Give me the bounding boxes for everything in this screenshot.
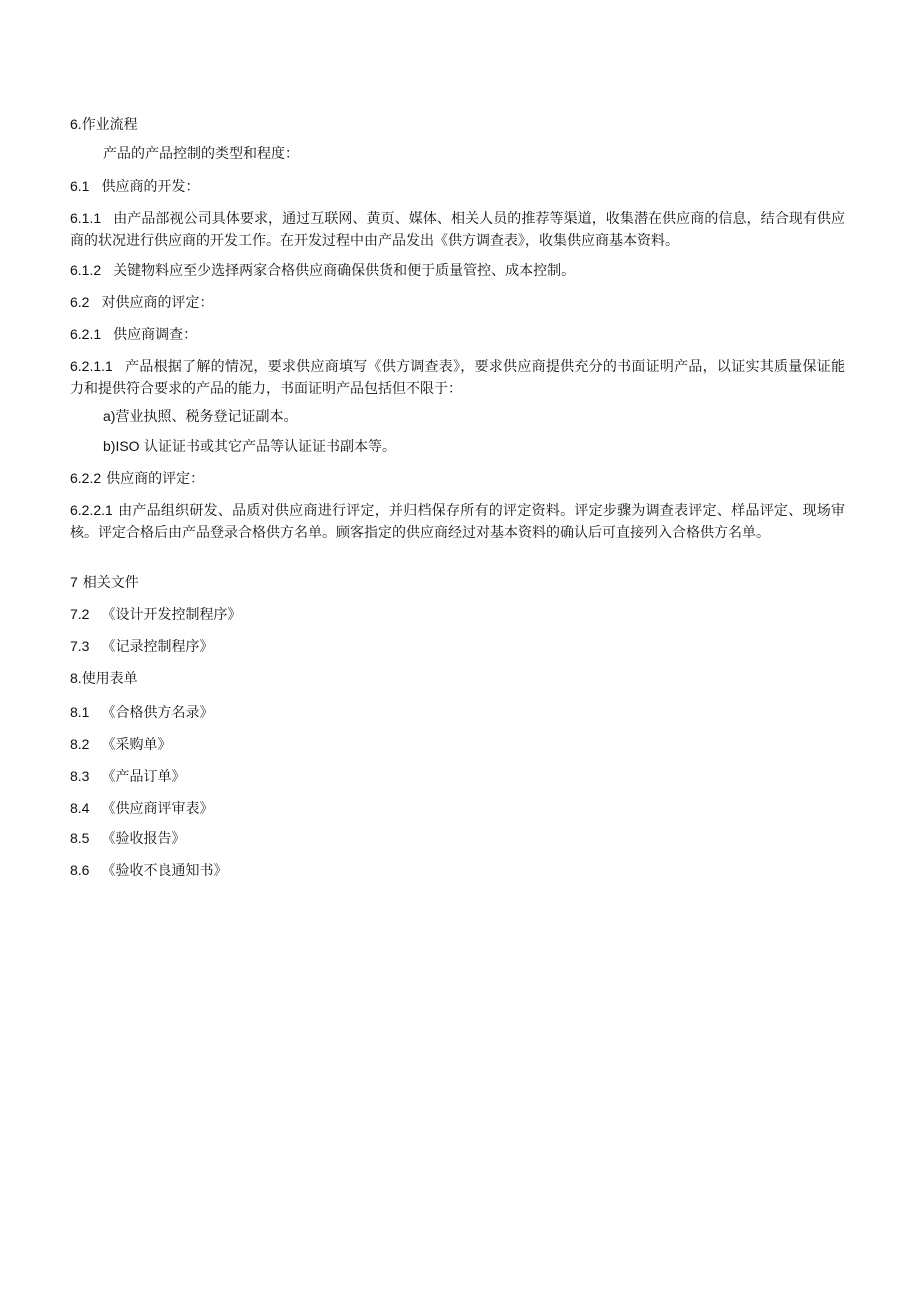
section-8-2: 8.2 《采购单》 xyxy=(70,736,172,753)
section-6-2-2: 6.2.2 供应商的评定： xyxy=(70,470,205,487)
section-7-3: 7.3 《记录控制程序》 xyxy=(70,638,214,655)
section-6-2-2-1: 6.2.2.1 由产品组织研发、品质对供应商进行评定，并归档保存所有的评定资料。评定步骤为调查表评定、样品评定、现场审核。评定合格后由产品登录合格供方名单。顾客指定的供应商经过对基本资料的确认后可直接列入合格供方名单。 xyxy=(70,502,845,541)
section-8-1: 8.1 《合格供方名录》 xyxy=(70,704,214,721)
section-8-heading: 8.使用表单 xyxy=(70,670,138,687)
section-6-2-1-1: 6.2.1.1 产品根据了解的情况，要求供应商填写《供方调查表》，要求供应商提供充分的书面证明产品，以证实其质量保证能力和提供符合要求的产品的能力，书面证明产品包括但不限于： xyxy=(70,358,845,397)
list-item-b: b)ISO 认证证书或其它产品等认证证书副本等。 xyxy=(103,438,397,455)
section-6-2-1: 6.2.1 供应商调查： xyxy=(70,326,198,343)
section-8-3: 8.3 《产品订单》 xyxy=(70,768,186,785)
section-8-5: 8.5 《验收报告》 xyxy=(70,830,186,847)
list-item-a: a)营业执照、税务登记证副本。 xyxy=(103,408,298,425)
section-6-1-2: 6.1.2 关键物料应至少选择两家合格供应商确保供货和便于质量管控、成本控制。 xyxy=(70,262,576,279)
section-6-heading: 6.作业流程 xyxy=(70,116,138,133)
section-8-6: 8.6 《验收不良通知书》 xyxy=(70,862,228,879)
section-6-2: 6.2 对供应商的评定： xyxy=(70,294,214,311)
section-7-2: 7.2 《设计开发控制程序》 xyxy=(70,606,242,623)
section-6-intro: 产品的产品控制的类型和程度： xyxy=(103,146,299,162)
section-7-heading: 7 相关文件 xyxy=(70,574,139,591)
section-6-1-1: 6.1.1 由产品部视公司具体要求，通过互联网、黄页、媒体、相关人员的推荐等渠道，收集潜在供应商的信息，结合现有供应商的状况进行供应商的开发工作。在开发过程中由产品发出《供方调查表》，收集供应商基本资料。 xyxy=(70,210,845,249)
section-6-1: 6.1 供应商的开发： xyxy=(70,178,200,195)
section-8-4: 8.4 《供应商评审表》 xyxy=(70,800,214,817)
